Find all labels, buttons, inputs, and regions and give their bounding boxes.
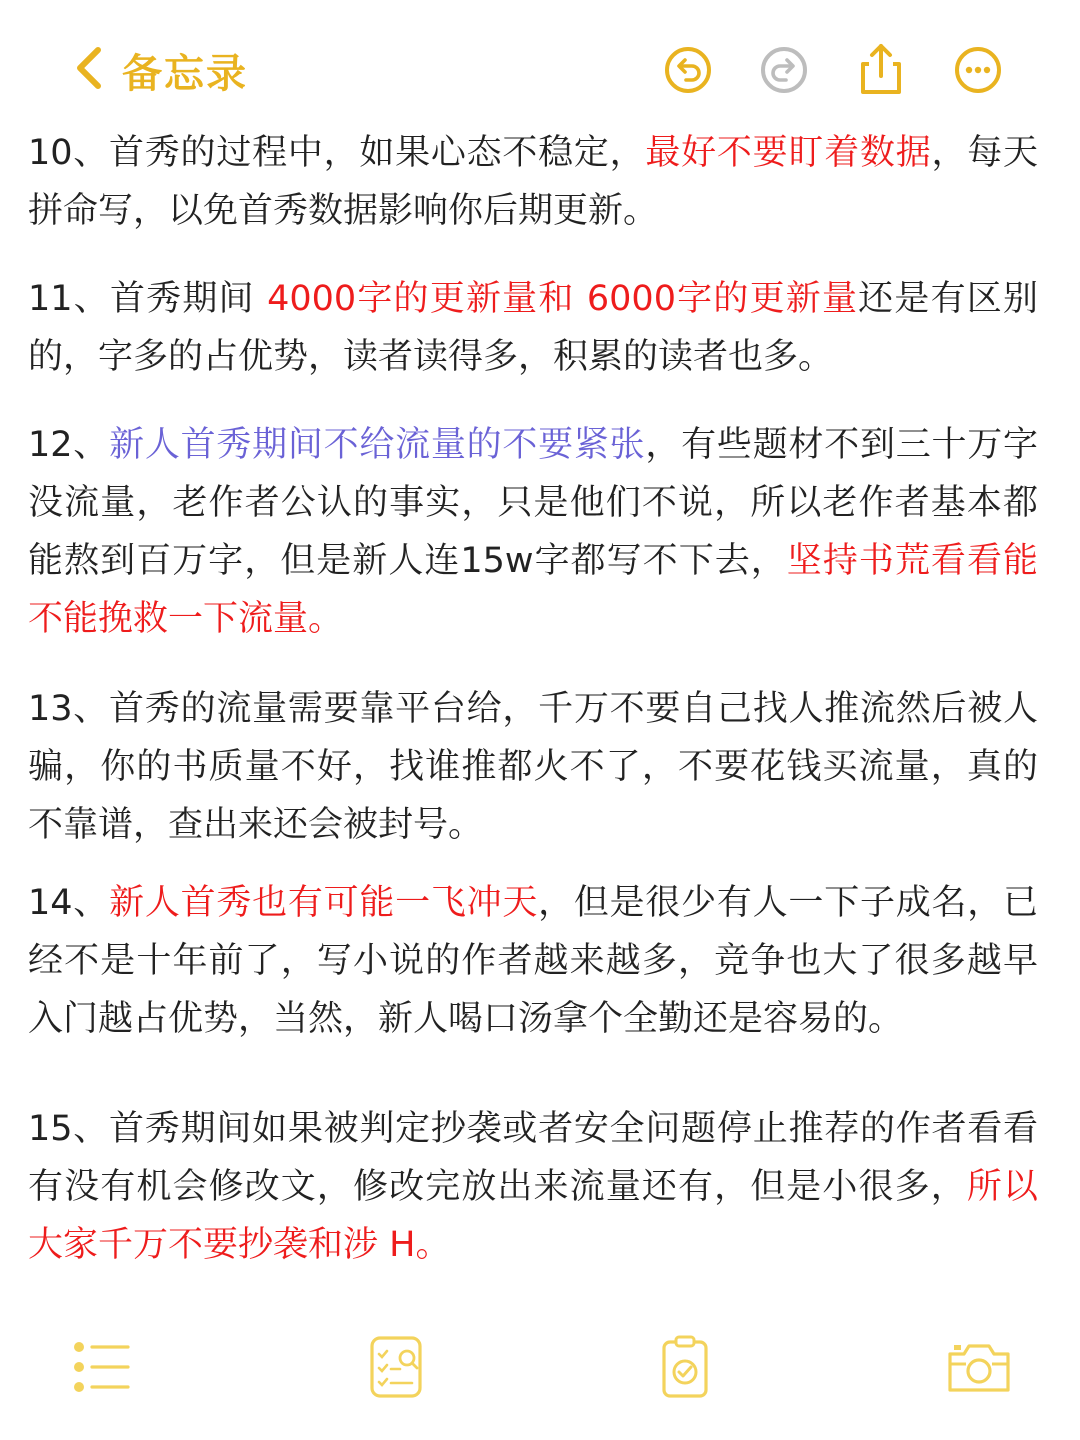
note-text: 11、首秀期间 [28, 279, 268, 319]
note-paragraph-12 [28, 416, 1038, 648]
note-text: ，每天拼命写，以免首秀数据影响你后期更新。 [28, 133, 1038, 231]
back-button[interactable] [72, 40, 248, 100]
note-text: ，但是很少有人一下子成名，已经不是十年前了，写小说的作者越来越多，竞争也大了很多越早入门越占优势，当然，新人喝口汤拿个全勤还是容易的。 [28, 883, 1038, 1039]
camera-button[interactable] [944, 1332, 1014, 1402]
note-paragraph-11 [28, 270, 1038, 386]
note-text: 还是有区别的，字多的占优势，读者读得多，积累的读者也多。 [28, 279, 1038, 377]
clipboard-check-icon [650, 1387, 720, 1406]
chevron-left-icon [72, 46, 106, 94]
note-text: 10、首秀的过程中，如果心态不稳定， [28, 133, 646, 173]
redo-icon [754, 85, 814, 104]
share-button[interactable] [851, 40, 911, 100]
note-paragraph-14 [28, 874, 1038, 1048]
camera-icon [944, 1387, 1014, 1406]
highlight-text: 所以大家千万不要抄袭和涉 H。 [28, 1167, 1038, 1265]
highlight-text: 坚持书荒看看能不能挽救一下流量。 [28, 541, 1038, 639]
checklist-button[interactable] [66, 1332, 136, 1402]
note-text: 15、首秀期间如果被判定抄袭或者安全问题停止推荐的作者看看有没有机会修改文，修改完放出来流量还有，但是小很多， [28, 1109, 1038, 1207]
note-text: ，有些题材不到三十万字没流量，老作者公认的事实，只是他们不说，所以老作者基本都能熬到百万字，但是新人连15w字都写不下去， [28, 425, 1038, 581]
note-text: 13、首秀的流量需要靠平台给，千万不要自己找人推流然后被人骗，你的书质量不好，找谁推都火不了，不要花钱买流量，真的不靠谱，查出来还会被封号。 [28, 689, 1038, 845]
highlight-text-blue: 新人首秀期间不给流量的不要紧张 [109, 425, 646, 465]
more-icon [948, 85, 1008, 104]
clipboard-button[interactable] [650, 1332, 720, 1402]
format-button[interactable] [362, 1332, 432, 1402]
checklist-icon [66, 1387, 136, 1406]
format-icon [362, 1387, 432, 1406]
more-button[interactable] [948, 40, 1008, 100]
redo-button[interactable] [754, 40, 814, 100]
highlight-text: 最好不要盯着数据 [645, 133, 932, 173]
note-paragraph-13 [28, 680, 1038, 854]
note-paragraph-15 [28, 1100, 1038, 1274]
note-text: 14、 [28, 883, 110, 923]
top-toolbar [0, 0, 1080, 130]
back-label: 备忘录 [122, 50, 248, 97]
undo-icon [658, 85, 718, 104]
bottom-toolbar [0, 1320, 1080, 1420]
undo-button[interactable] [658, 40, 718, 100]
highlight-text: 4000字的更新量和 6000字的更新量 [267, 279, 859, 319]
highlight-text: 新人首秀也有可能一飞冲天 [109, 883, 539, 923]
note-paragraph-10 [28, 124, 1038, 240]
note-text: 12、 [28, 425, 110, 465]
share-icon [851, 85, 911, 104]
